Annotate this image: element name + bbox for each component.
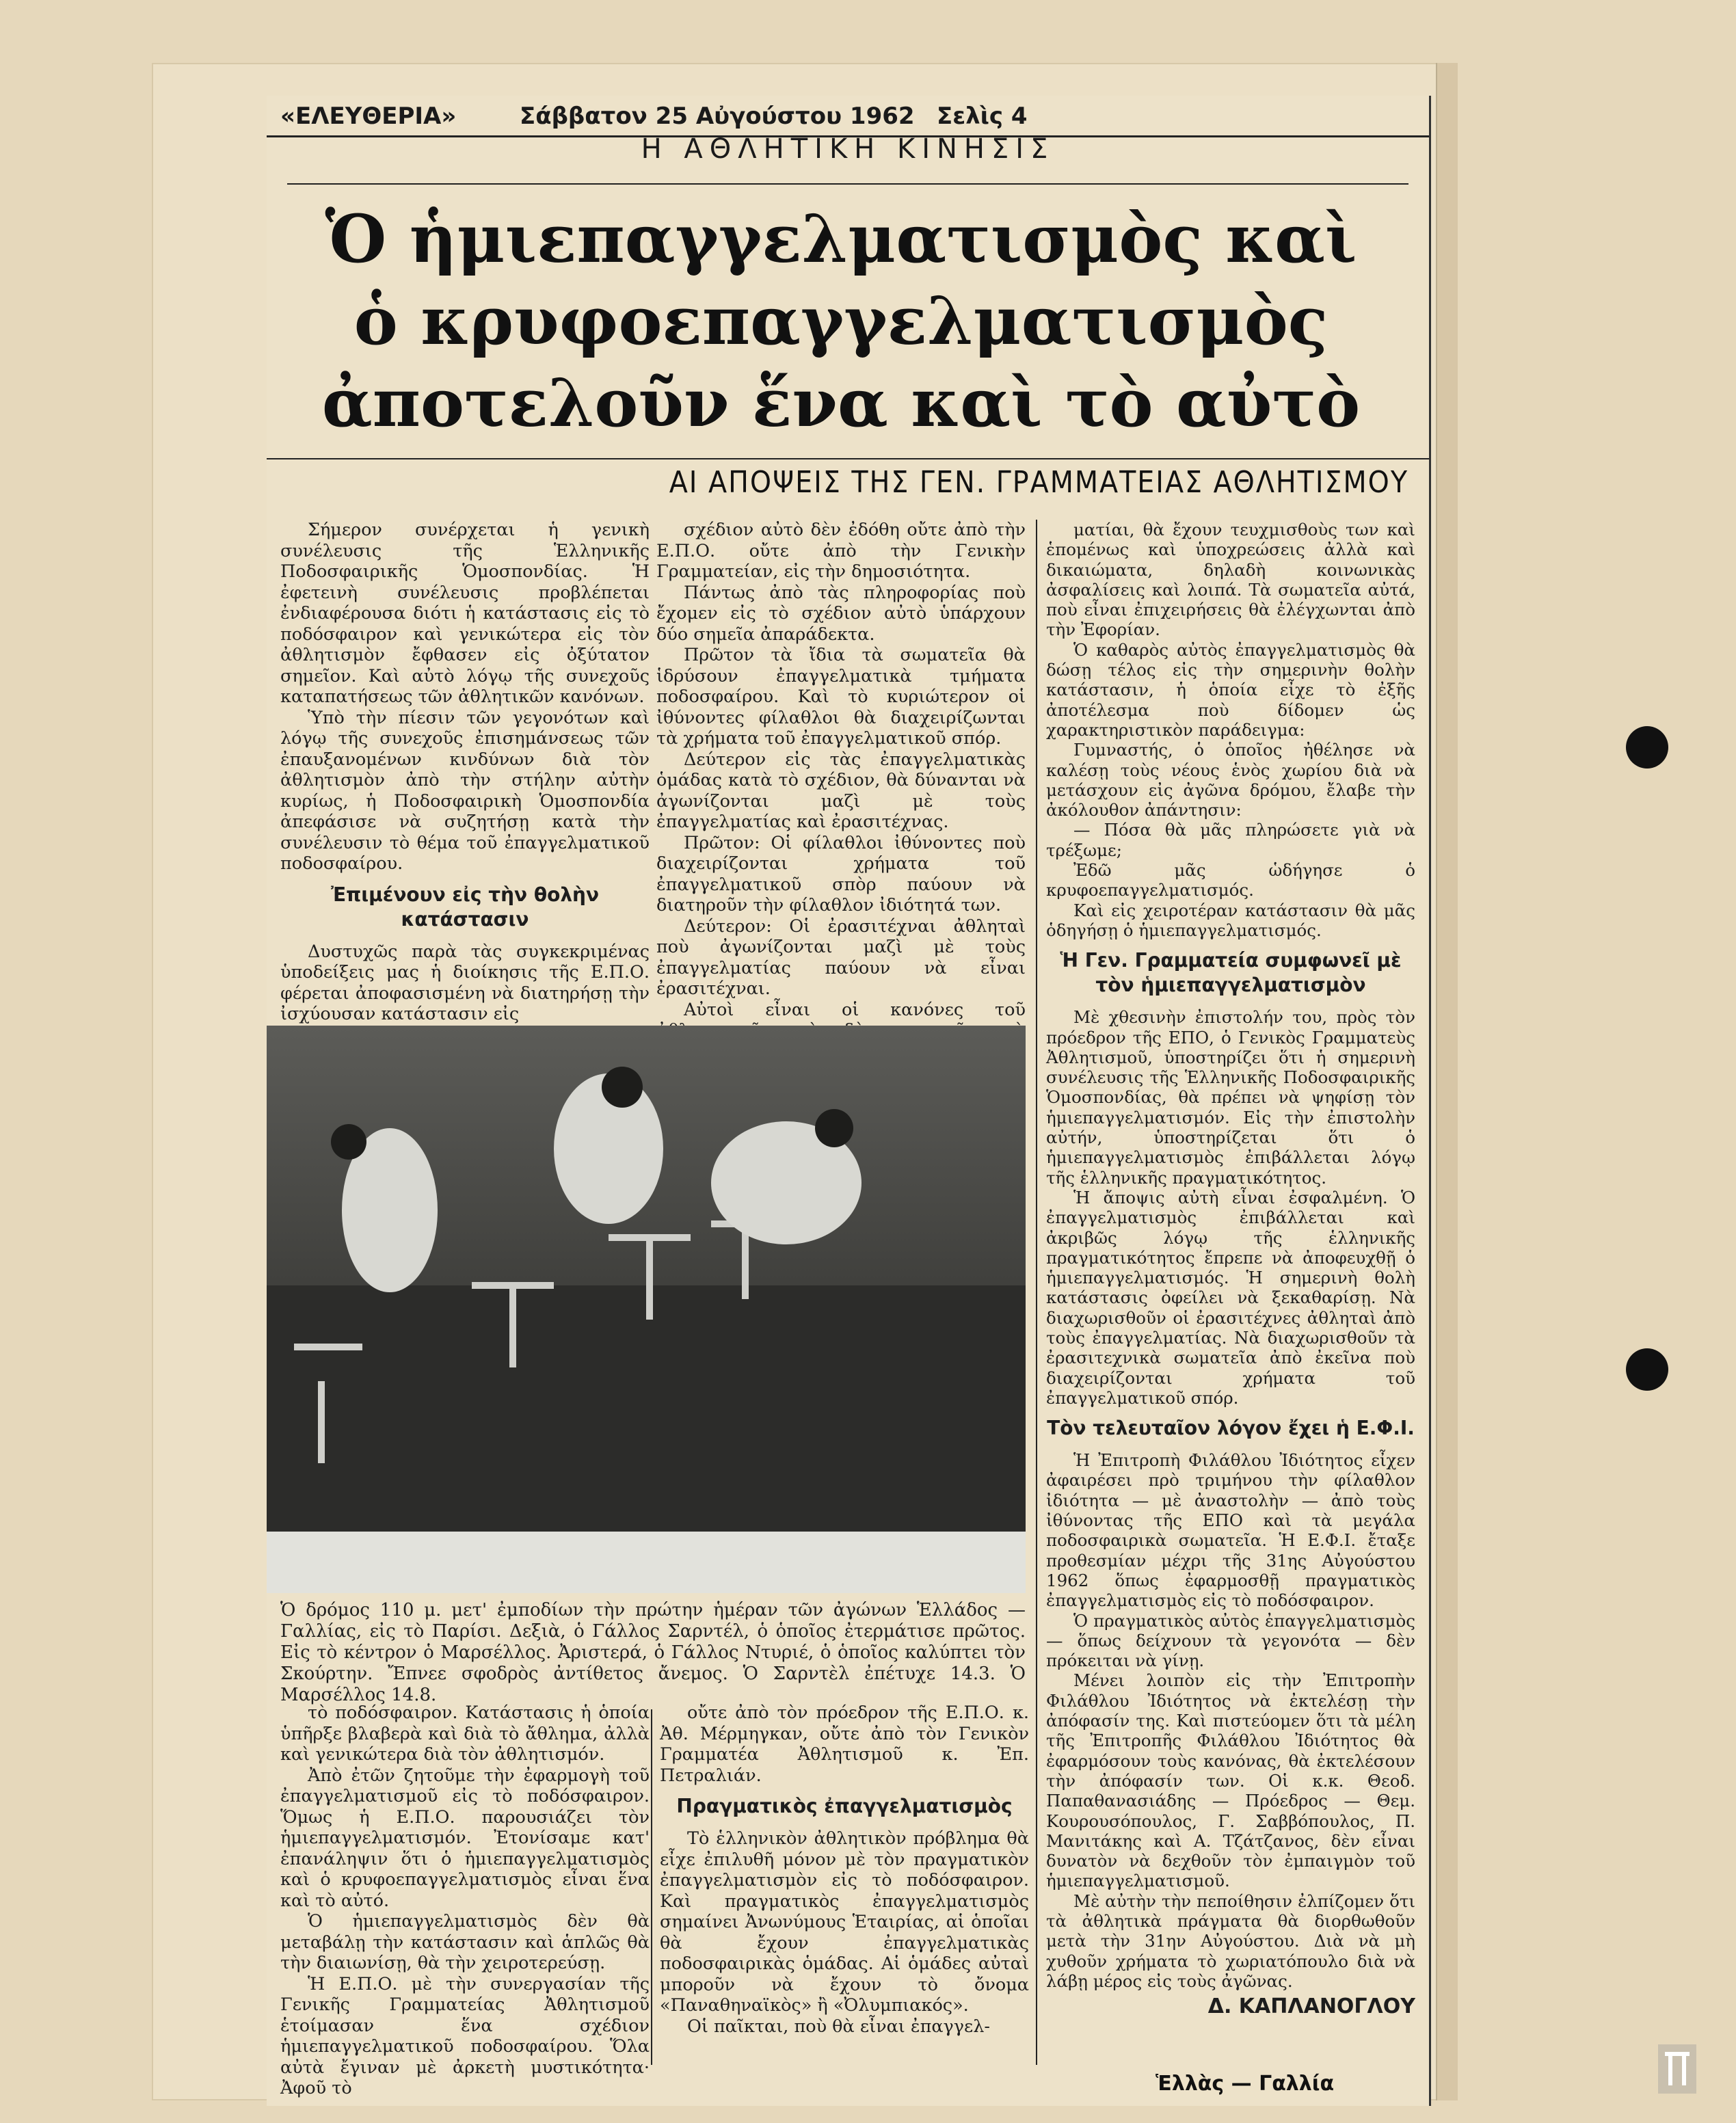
paragraph: Σήμερον συνέρχεται ἡ γενικὴ συνέλευσις τῆς Ἑλληνικῆς Ποδοσφαιρικῆς Ὁμοσπονδίας. Ἡ ἐφετεινὴ συνέλευσις προβλέπεται ἐνδιαφέρουσα διότι ἡ κατάστασις εἰς τὸ ποδόσφαιρον καὶ γενικώτερα εἰς τὸν ἀθλητισμὸν ἔφθασεν εἰς ὀξύτατον σημεῖον. Καὶ αὐτὸ λόγῳ τῆς συνεχοῦς καταπατήσεως τῶν ἀθλητικῶν κανόνων.: [280, 520, 650, 707]
photo-caption: Ὁ δρόμος 110 μ. μετ' ἐμποδίων τὴν πρώτην ἡμέραν τῶν ἀγώνων Ἑλλάδος — Γαλλίας, εἰς τὸ Παρίσι. Δεξιὰ, ὁ Γάλλος Σαρντέλ, ὁ ὁποῖος ἐτερμάτισε πρῶτος. Εἰς τὸ κέντρον ὁ Μαρσέλλος. Ἀριστερά, ὁ Γάλλος Ντυριέ, ὁ ὁποῖος καλύπτει τὸν Σκούρτην. Ἔπνεε σφοδρὸς ἀντίθετος ἄνεμος. Ὁ Σαρντὲλ ἐπέτυχε 14.3. Ὁ Μαρσέλλος 14.8.: [280, 1600, 1026, 1705]
paragraph: ματίαι, θὰ ἔχουν τευχμισθοὺς των καὶ ἑπομένως καὶ ὑποχρεώσεις ἀλλὰ καὶ δικαιώματα, δηλαδὴ κοινωνικὰς ἀσφαλίσεις καὶ λοιπά. Τὰ σωματεῖα αὐτά, ποὺ εἶναι ἐπιχειρήσεις θὰ ἐλέγχωνται ἀπὸ τὴν Ἐφορίαν.: [1046, 520, 1415, 640]
paragraph: Γυμναστής, ὁ ὁποῖος ἠθέλησε νὰ καλέσῃ τοὺς νέους ἑνὸς χωρίου διὰ νὰ μετάσχουν εἰς ἀγῶνα δρόμου, ἔλαβε τὴν ἀκόλουθον ἀπάντησιν:: [1046, 740, 1415, 820]
paragraph: Δεύτερον εἰς τὰς ἐπαγγελματικὰς ὁμάδας κατὰ τὸ σχέδιον, θὰ δύνανται νὰ ἀγωνίζονται μαζὶ μὲ τοὺς ἐπαγγελματίας καὶ ἐρασιτέχνας.: [656, 749, 1026, 832]
paragraph: Πάντως ἀπὸ τὰς πληροφορίας ποὺ ἔχομεν εἰς τὸ σχέδιον αὐτὸ ὑπάρχουν δύο σημεῖα ἀπαράδεκτα.: [656, 582, 1026, 645]
headline-rule: [267, 458, 1429, 459]
paragraph: Ὁ πραγματικὸς αὐτὸς ἐπαγγελματισμὸς — ὅπως δείχνουν τὰ γεγονότα — δὲν πρόκειται νὰ γίνῃ.: [1046, 1610, 1415, 1671]
headline: [267, 198, 1415, 444]
binder-strip: [1436, 63, 1458, 2100]
paragraph: Οἱ παῖκται, ποὺ θὰ εἶναι ἐπαγγελ-: [687, 2016, 991, 2037]
paragraph: Ὁ καθαρὸς αὐτὸς ἐπαγγελματισμὸς θὰ δώσῃ τέλος εἰς τὴν σημερινὴν θολὴν κατάστασιν, ἡ ὁποία εἶχε τὸ ἐξῆς ἀποτέλεσμα ποὺ δίδομεν ὡς χαρακτηριστικὸν παράδειγμα:: [1046, 639, 1415, 740]
paragraph: σχέδιον αὐτὸ δὲν ἐδόθη οὔτε ἀπὸ τὴν Ε.Π.Ο. οὔτε ἀπὸ τὴν Γενικὴν Γραμματείαν, εἰς τὴν δημοσιότητα.: [656, 520, 1026, 582]
paragraph: Καὶ εἰς χειροτέραν κατάστασιν θὰ μᾶς ὁδηγήσῃ ὁ ἡμιεπαγγελματισμός.: [1046, 900, 1415, 940]
paragraph: Τὸ ἑλληνικὸν ἀθλητικὸν πρόβλημα θὰ εἶχε ἐπιλυθῆ μόνον μὲ τὸν πραγματικὸν ἐπαγγελματισμὸν εἰς τὸ ποδόσφαιρον. Καὶ πραγματικὸς ἐπαγγελματισμὸς σημαίνει Ἀνωνύμους Ἑταιρίας, αἱ ὁποῖαι θὰ ἔχουν ἐπαγγελματικὰς ποδοσφαιρικὰς ὁμάδας. Αἱ ὁμάδες αὐταὶ μποροῦν νὰ ἔχουν τὸ ὄνομα «Παναθηναϊκὸς» ἢ «Ὀλυμπιακός».: [660, 1828, 1029, 2016]
paragraph: Δυστυχῶς παρὰ τὰς συγκεκριμένας ὑποδείξεις μας ἡ διοίκησις τῆς Ε.Π.Ο. φέρεται ἀποφασισμένη νὰ διατηρήσῃ τὴν ἰσχύουσαν κατάστασιν εἰς: [280, 941, 650, 1024]
paragraph: Μένει λοιπὸν εἰς τὴν Ἐπιτροπὴν Φιλάθλου Ἰδιότητος νὰ ἐκτελέσῃ τὴν ἀπόφασίν της. Καὶ πιστεύομεν ὅτι τὰ μέλη τῆς Ἐπιτροπῆς Φιλάθλου Ἰδιότητος θὰ ἐφαρμόσουν τοὺς κανόνας, θὰ ἐκτελέσουν τὴν ἀπόφασίν των. Οἱ κ.κ. Θεοδ. Παπαθανασιάδης — Πρόεδρος — Θεμ. Κουρουσόπουλος, Γ. Σαββόπουλος, Π. Μανιτάκης καὶ Α. Τζάτζανος, δὲν εἶναι δυνατὸν νὰ δεχθοῦν τὸν ἐμπαιγμὸν τοῦ ἡμιεπαγγελματισμοῦ.: [1046, 1670, 1415, 1891]
paragraph: Πρῶτον: Οἱ φίλαθλοι ἰθύνοντες ποὺ διαχειρίζονται χρήματα τοῦ ἐπαγγελματικοῦ σπὸρ παύουν νὰ διατηροῦν τὴν φίλαθλον ἰδιότητά των.: [656, 832, 1026, 916]
paragraph: οὔτε ἀπὸ τὸν πρόεδρον τῆς Ε.Π.Ο. κ. Ἀθ. Μέρμηγκαν, οὔτε ἀπὸ τὸν Γενικὸν Γραμματέα Ἀθλητισμοῦ κ. Ἐπ. Πετραλιάν.: [660, 1703, 1029, 1786]
headline-line: ἀποτελοῦν ἕνα καὶ τὸ αὐτὸ: [321, 364, 1361, 442]
paragraph: Πρῶτον τὰ ἴδια τὰ σωματεῖα θὰ ἱδρύσουν ἐπαγγελματικὰ τμήματα ποδοσφαίρου. Καὶ τὸ κυριώτερον οἱ ἰθύνοντες φίλαθλοι θὰ διαχειρίζωνται τὰ χρήματα τοῦ ἐπαγγελματικοῦ σπόρ.: [656, 645, 1026, 749]
section-subheading: Ἡ Γεν. Γραμματεία συμφωνεῖ μὲ τὸν ἡμιεπαγγελματισμὸν: [1060, 949, 1402, 997]
paragraph: Ἀπὸ ἐτῶν ζητοῦμε τὴν ἐφαρμογὴ τοῦ ἐπαγγελματισμοῦ εἰς τὸ ποδόσφαιρον. Ὅμως ἡ Ε.Π.Ο. παρουσιάζει τὸν ἡμιεπαγγελματισμόν. Ἐτονίσαμε κατ' ἐπανάληψιν ὅτι ὁ ἡμιεπαγγελματισμὸς καὶ ὁ κρυφοεπαγγελματισμὸς εἶναι ἕνα καὶ τὸ αὐτό.: [280, 1765, 650, 1911]
section-subheading: Τὸν τελευταῖον λόγον ἔχει ἡ Ε.Φ.Ι.: [1047, 1417, 1415, 1440]
section-rule: [287, 183, 1408, 185]
author-signature: Δ. ΚΑΠΛΑΝΟΓΛΟΥ: [1207, 1994, 1415, 2019]
next-article-title: Ἑλλὰς — Γαλλία: [1156, 2072, 1335, 2096]
article-column-1: [280, 520, 650, 1025]
paragraph: Ὑπὸ τὴν πίεσιν τῶν γεγονότων καὶ λόγῳ τῆς συνεχοῦς ἐπισημάνσεως τῶν ἐπαυξανομένων κινδύνων διὰ τὸν ἀθλητισμὸν ἀπὸ τὴν στήλην αὐτὴν κυρίως, ἡ Ποδοσφαιρικὴ Ὁμοσπονδία ἀπεφάσισε νὰ συζητήσῃ κατὰ τὴν συνέλευσιν τὸ θέμα τοῦ ἐπαγγελματικοῦ ποδοσφαίρου.: [280, 707, 650, 874]
paragraph: Ἡ Ἐπιτροπὴ Φιλάθλου Ἰδιότητος εἶχεν ἀφαιρέσει πρὸ τριμήνου τὴν φίλαθλον ἰδιότητα — μὲ ἀναστολὴν — ἀπὸ τοὺς ἰθύνοντας τῆς ΕΠΟ καὶ τὰ μεγάλα ποδοσφαιρικὰ σωματεῖα. Ἡ Ε.Φ.Ι. ἔταξε προθεσμίαν μέχρι τῆς 31ης Αὐγούστου 1962 ὅπως ἐφαρμοσθῇ πραγματικὸς ἐπαγγελματισμὸς εἰς τὸ ποδόσφαιρον.: [1046, 1450, 1415, 1611]
column-rule: [1036, 520, 1037, 2065]
article-column-3: [1046, 520, 1415, 2019]
article-column-2: [656, 520, 1026, 1062]
punch-hole: [1626, 1348, 1668, 1391]
lower-column-1: [280, 1703, 650, 2099]
paragraph: Αὐτοὶ εἶναι οἱ κανόνες τοῦ: [684, 999, 1026, 1020]
paragraph: Μὲ αὐτὴν τὴν πεποίθησιν ἐλπίζομεν ὅτι τὰ ἀθλητικὰ πράγματα θὰ διορθωθοῦν μετὰ τὴν 31ην Αὐγούστου. Διὰ νὰ μὴ χυθοῦν χρήματα τὸ χωριατόπουλο διὰ νὰ λάβῃ μέρος εἰς τοὺς ἀγῶνας.: [1046, 1891, 1415, 1991]
punch-hole: [1626, 726, 1668, 769]
headline-line: Ὁ ἡμιεπαγγελματισμὸς καὶ: [325, 200, 1357, 278]
section-title: Η ΑΘΛΗΤΙΚΗ ΚΙΝΗΣΙΣ: [641, 133, 1055, 165]
paragraph: τὸ ποδόσφαιρον. Κατάστασις ἡ ὁποία ὑπῆρξε βλαβερὰ καὶ διὰ τὸ ἄθλημα, ἀλλὰ καὶ γενικώτερα διὰ τὸν ἀθλητισμόν.: [280, 1703, 650, 1765]
hurdles-race-photo: [267, 1026, 1026, 1593]
paragraph: Ὁ ἡμιεπαγγελματισμὸς δὲν θὰ μεταβάλῃ τὴν κατάστασιν καὶ ἁπλῶς θὰ τὴν διαιωνίσῃ, θὰ τὴν χειροτερεύσῃ.: [280, 1911, 650, 1973]
lower-column-2: [660, 1703, 1029, 2037]
section-subheading: Πραγματικὸς ἐπαγγελματισμὸς: [676, 1795, 1013, 1817]
paragraph: Ἡ ἄποψις αὐτὴ εἶναι ἐσφαλμένη. Ὁ ἐπαγγελματισμὸς ἐπιβάλλεται καὶ ἀκριβῶς λόγῳ τῆς ἑλληνικῆς πραγματικότητος ἔπρεπε νὰ ἀποφευχθῇ ὁ ἡμιεπαγγελματισμός. Ἡ σημερινὴ θολὴ κατάστασις ὀφείλει νὰ ξεκαθαρίσῃ. Νὰ διαχωρισθοῦν οἱ ἐρασιτέχνες ἀθληταὶ ἀπὸ τοὺς ἐπαγγελματίας. Νὰ διαχωρισθοῦν τὰ ἐρασιτεχνικὰ σωματεῖα ἀπὸ ἐκεῖνα ποὺ διαχειρίζονται χρήματα τοῦ ἐπαγγελματικοῦ σπόρ.: [1046, 1187, 1415, 1408]
column-rule: [651, 1709, 652, 2065]
page-number: Σελὶς 4: [937, 103, 1028, 130]
section-subheading: Ἐπιμένουν εἰς τὴν θολὴν κατάστασιν: [330, 883, 600, 931]
paragraph: Ἐδῶ μᾶς ὡδήγησε ὁ κρυφοεπαγγελματισμός.: [1046, 860, 1415, 900]
photo-illustration: [267, 1026, 1026, 1593]
paragraph: Ἡ Ε.Π.Ο. μὲ τὴν συνεργασίαν τῆς Γενικῆς Γραμματείας Ἀθλητισμοῦ ἑτοίμασαν ἕνα σχέδιον ἡμιεπαγγελματικοῦ ποδοσφαίρου. Ὅλα αὐτὰ ἔγιναν μὲ ἀρκετὴ μυστικότητα· Ἀφοῦ τὸ: [280, 1973, 650, 2098]
paragraph: Μὲ χθεσινὴν ἐπιστολήν του, πρὸς τὸν πρόεδρον τῆς ΕΠΟ, ὁ Γενικὸς Γραμματεὺς Ἀθλητισμοῦ, ὑποστηρίζει ὅτι ἡ σημερινὴ συνέλευσις τῆς Ἑλληνικῆς Ποδοσφαιρικῆς Ὁμοσπονδίας, θὰ πρέπει νὰ ψηφίσῃ τὸν ἡμιεπαγγελματισμόν. Εἰς τὴν ἐπιστολὴν αὐτήν, ὑποστηρίζεται ὅτι ὁ ἡμιεπαγγελματισμὸς ἐπιβάλλεται λόγῳ τῆς ἑλληνικῆς πραγματικότητος.: [1046, 1007, 1415, 1188]
paragraph: Δεύτερον: Οἱ ἐρασιτέχναι ἀθληταὶ ποὺ ἀγωνίζονται μαζὶ μὲ τοὺς ἐπαγγελματίας παύουν νὰ εἶναι ἐρασιτέχναι.: [656, 916, 1026, 999]
paper-name: «ΕΛΕΥΘΕΡΙΑ»: [280, 103, 457, 130]
paragraph: — Πόσα θὰ μᾶς πληρώσετε γιὰ νὰ τρέξωμε;: [1046, 820, 1415, 860]
subheadline: ΑΙ ΑΠΟΨΕΙΣ ΤΗΣ ΓΕΝ. ΓΡΑΜΜΑΤΕΙΑΣ ΑΘΛΗΤΙΣΜΟΥ: [669, 465, 1408, 500]
newspaper-clipping: [267, 96, 1431, 2106]
headline-line: ὁ κρυφοεπαγγελματισμὸς: [353, 282, 1328, 360]
issue-date: Σάββατον 25 Αὐγούστου 1962: [520, 103, 915, 130]
archive-logo-icon: [1658, 2044, 1696, 2094]
